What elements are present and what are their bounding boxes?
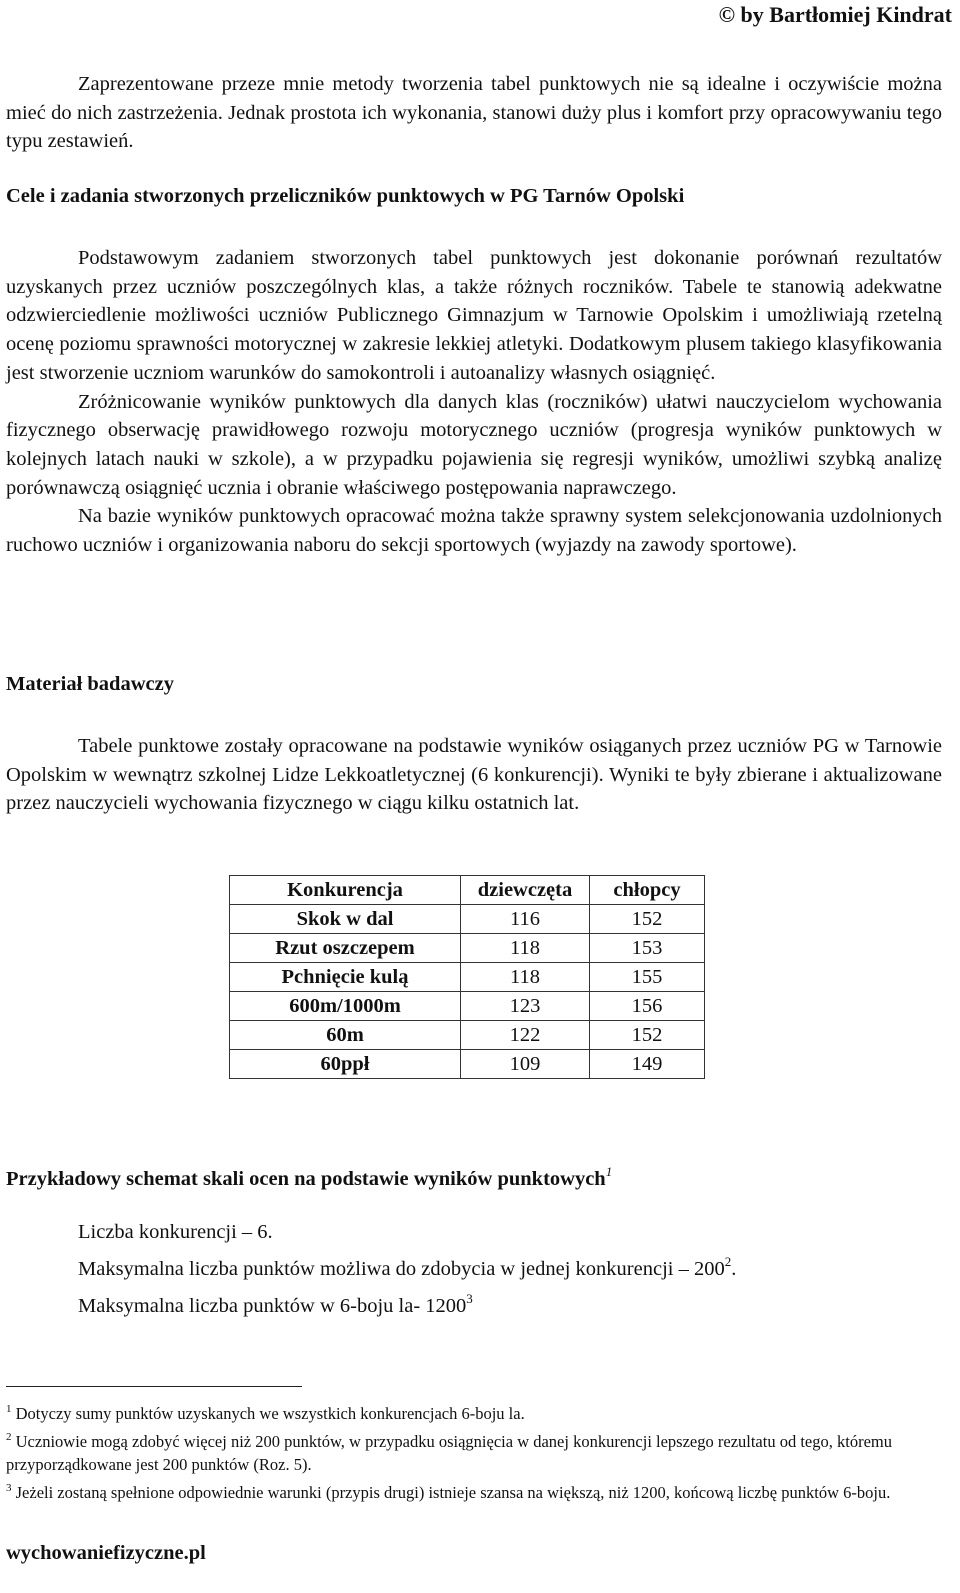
footnote-item	[6, 1477, 906, 1505]
girls-points: 118	[461, 934, 590, 963]
cele-paragraph: Na bazie wyników punktowych opracować można także sprawny system selekcjonowania uzdolnionych ruchowo uczniów i organizowania naboru do sekcji sportowych (wyjazdy na zawody sportowe).	[6, 505, 942, 557]
event-name: 60ppł	[230, 1050, 461, 1079]
boys-points: 152	[590, 905, 705, 934]
footnote-number: 3	[6, 1481, 12, 1494]
scheme-line-2	[78, 1247, 736, 1284]
footnote-text: Uczniowie mogą zdobyć więcej niż 200 punktów, w przypadku osiągnięcia w danej konkurencji lepszego rezultatu od tego, któremu przyporządkowane jest 200 punktów (Roz. 5).	[6, 1431, 892, 1474]
boys-points: 156	[590, 992, 705, 1021]
event-name: Rzut oszczepem	[230, 934, 461, 963]
site-name: wychowaniefizyczne.pl	[6, 1542, 206, 1564]
cele-section	[6, 244, 942, 560]
section-heading-schemat	[6, 1158, 612, 1193]
event-name: Skok w dal	[230, 905, 461, 934]
table-row	[230, 1021, 705, 1050]
section-heading-material: Materiał badawczy	[6, 673, 174, 695]
boys-points: 152	[590, 1021, 705, 1050]
material-section	[6, 732, 942, 818]
schemat-heading-text: Przykładowy schemat skali ocen na podstawie wyników punktowych	[6, 1168, 606, 1190]
boys-points: 149	[590, 1050, 705, 1079]
footnote-number: 1	[6, 1403, 12, 1415]
footnote-text: Jeżeli zostaną spełnione odpowiednie warunki (przypis drugi) istnieje szansa na większą, niż 1200, końcową liczbę punktów 6-boju.	[11, 1482, 891, 1502]
copyright-notice: © by Bartłomiej Kindrat	[718, 2, 952, 27]
column-header: chłopcy	[590, 876, 705, 905]
girls-points: 118	[461, 963, 590, 992]
table-row	[230, 992, 705, 1021]
footnote-ref: 3	[466, 1291, 473, 1306]
footnote-item	[6, 1398, 906, 1426]
scheme-line-1: Liczba konkurencji – 6.	[78, 1221, 273, 1243]
footnote-ref: 1	[605, 1164, 613, 1179]
scheme-line-2-text: Maksymalna liczba punktów możliwa do zdobycia w jednej konkurencji – 200	[78, 1258, 725, 1280]
girls-points: 109	[461, 1050, 590, 1079]
intro-paragraph: Zaprezentowane przeze mnie metody tworzenia tabel punktowych nie są idealne i oczywiście można mieć do nich zastrzeżenia. Jednak prostota ich wykonania, stanowi duży plus i komfort przy opracowywaniu tego typu zestawień.	[6, 73, 942, 153]
footnote-text: Dotyczy sumy punktów uzyskanych we wszystkich konkurencjach 6-boju la.	[11, 1404, 525, 1423]
event-name: Pchnięcie kulą	[230, 963, 461, 992]
boys-points: 155	[590, 963, 705, 992]
footnote-item	[6, 1426, 906, 1477]
event-name: 60m	[230, 1021, 461, 1050]
table-row	[230, 905, 705, 934]
girls-points: 116	[461, 905, 590, 934]
intro-section	[6, 70, 942, 156]
girls-points: 122	[461, 1021, 590, 1050]
table-row	[230, 934, 705, 963]
column-header: Konkurencja	[230, 876, 461, 905]
cele-paragraph: Zróżnicowanie wyników punktowych dla danych klas (roczników) ułatwi nauczycielom wychowania fizycznego obserwację prawidłowego rozwoju motorycznego uczniów (progresja wyników punktowych w kolejnych latach nauki w szkole), a w przypadku pojawienia się regresji wyników, umożliwi szybką analizę porównawczą osiągnięć ucznia i obranie właściwego postępowania naprawczego.	[6, 390, 942, 499]
scheme-lines	[78, 1218, 736, 1321]
footnote-divider	[6, 1386, 302, 1387]
boys-points: 153	[590, 934, 705, 963]
footnote-number: 2	[6, 1430, 12, 1443]
material-paragraph: Tabele punktowe zostały opracowane na podstawie wyników osiąganych przez uczniów PG w Tarnowie Opolskim w wewnątrz szkolnej Lidze Lekkoatletycznej (6 konkurencji). Wyniki te były zbierane i aktualizowane przez nauczycieli wychowania fizycznego w ciągu kilku ostatnich lat.	[6, 735, 942, 815]
table-row	[230, 1050, 705, 1079]
column-header: dziewczęta	[461, 876, 590, 905]
footnotes	[6, 1398, 906, 1504]
table-row	[230, 963, 705, 992]
scheme-line-2-end: .	[731, 1258, 737, 1280]
footnote-ref: 2	[724, 1254, 732, 1269]
cele-paragraph: Podstawowym zadaniem stworzonych tabel punktowych jest dokonanie porównań rezultatów uzyskanych przez uczniów poszczególnych klas, a także różnych roczników. Tabele te stanowią adekwatne odzwierciedlenie możliwości uczniów Publicznego Gimnazjum w Tarnowie Opolskim i umożliwiają rzetelną ocenę poziomu sprawności motorycznej w zakresie lekkiej atletyki. Dodatkowym plusem takiego klasyfikowania jest stworzenie uczniom warunków do samokontroli i autoanalizy własnych osiągnięć.	[6, 247, 942, 384]
girls-points: 123	[461, 992, 590, 1021]
scheme-line-3	[78, 1284, 736, 1321]
section-heading-cele: Cele i zadania stworzonych przeliczników punktowych w PG Tarnów Opolski	[6, 185, 685, 207]
event-name: 600m/1000m	[230, 992, 461, 1021]
results-table	[229, 875, 705, 1079]
table-header-row	[230, 876, 705, 905]
scheme-line-3-text: Maksymalna liczba punktów w 6-boju la- 1200	[78, 1295, 467, 1317]
